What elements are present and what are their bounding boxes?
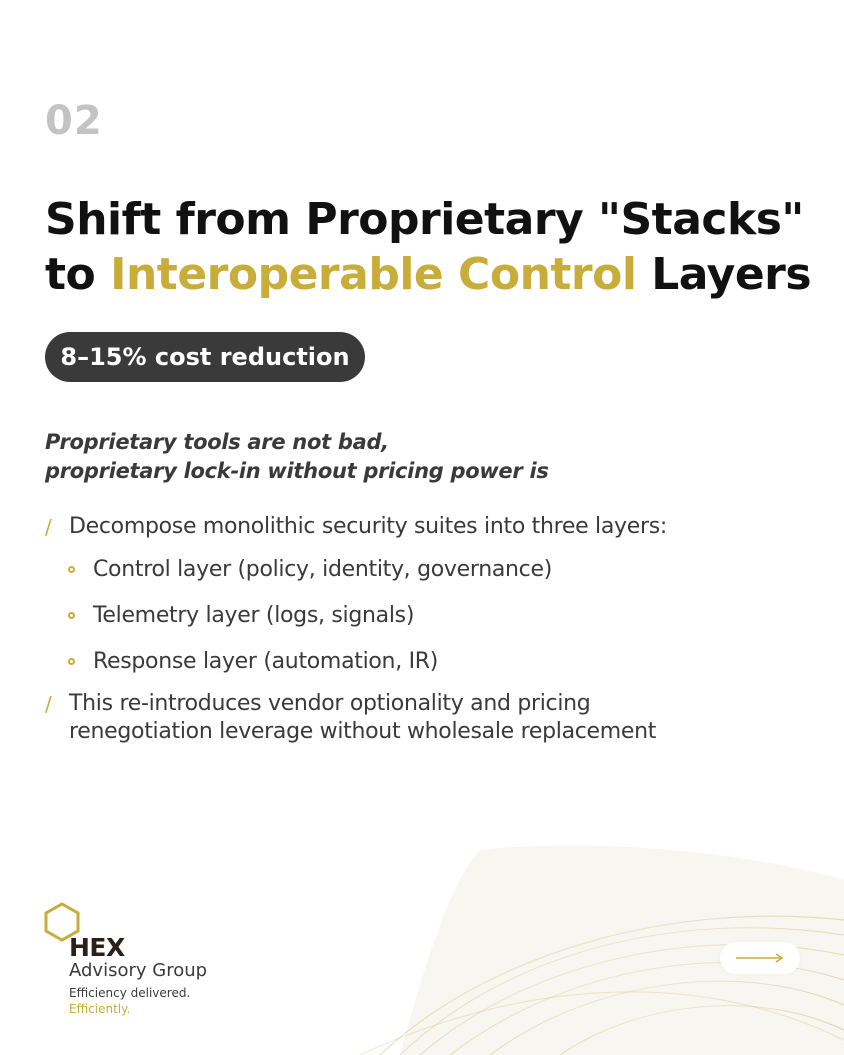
- circle-bullet-icon: [68, 658, 75, 665]
- subheading: [45, 428, 549, 486]
- logo-tagline-2: Efficiently.: [69, 1002, 131, 1016]
- slide-title: [45, 192, 825, 302]
- bullet-text: This re-introduces vendor optionality and pricing renegotiation leverage without wholesale replacement: [69, 691, 657, 744]
- title-suffix: Layers: [636, 249, 812, 300]
- slash-marker-icon: /: [45, 515, 52, 539]
- logo-tagline-1: Efficiency delivered.: [69, 986, 191, 1000]
- sub-bullet-item: [68, 556, 668, 584]
- bullet-item: [45, 513, 745, 541]
- slide-number: 02: [45, 98, 103, 144]
- sub-bullet-text: Response layer (automation, IR): [93, 649, 439, 674]
- bullet-text: Decompose monolithic security suites into three layers:: [69, 514, 668, 539]
- arrow-right-icon: [734, 952, 784, 964]
- hex-advisory-logo: [44, 902, 244, 1022]
- subheading-line-2: proprietary lock-in without pricing power is: [45, 459, 549, 483]
- bullet-item: [45, 690, 745, 746]
- circle-bullet-icon: [68, 566, 75, 573]
- logo-name: Advisory Group: [69, 960, 208, 981]
- logo-brand: HEX: [69, 933, 125, 962]
- sub-bullet-item: [68, 648, 668, 676]
- circle-bullet-icon: [68, 612, 75, 619]
- title-line-1: Shift from Proprietary "Stacks": [45, 194, 804, 245]
- title-prefix: to: [45, 249, 111, 300]
- cost-reduction-badge: 8–15% cost reduction: [45, 332, 365, 382]
- slash-marker-icon: /: [45, 692, 52, 716]
- sub-bullet-text: Telemetry layer (logs, signals): [93, 603, 415, 628]
- sub-bullet-item: [68, 602, 668, 630]
- subheading-line-1: Proprietary tools are not bad,: [45, 430, 389, 454]
- next-button[interactable]: [720, 942, 800, 974]
- title-line-2: [45, 247, 825, 302]
- title-accent: Interoperable Control: [110, 249, 637, 300]
- sub-bullet-text: Control layer (policy, identity, governance): [93, 557, 552, 582]
